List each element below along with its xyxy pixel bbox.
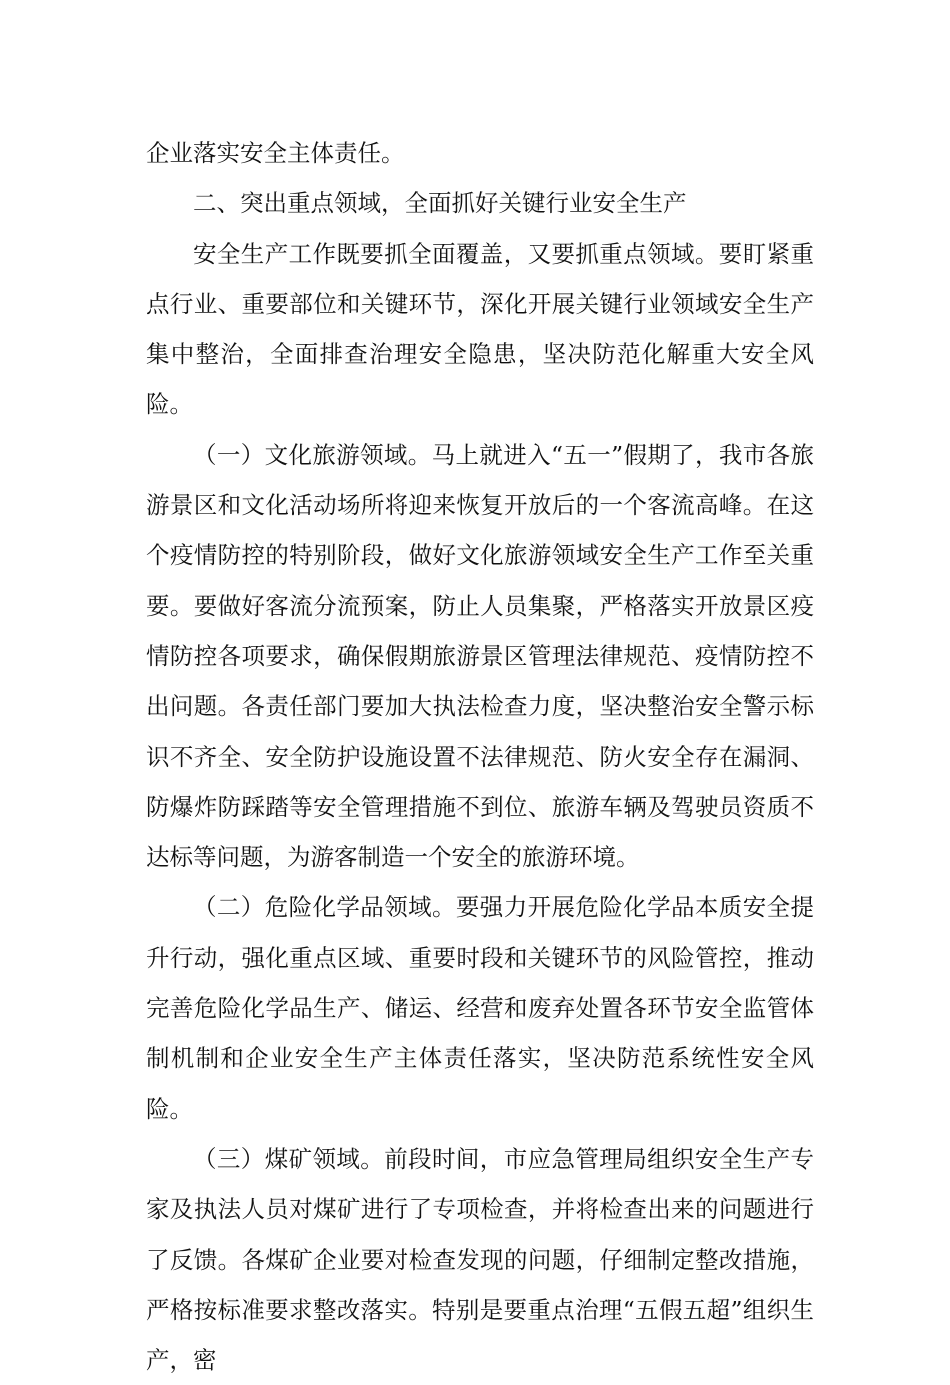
paragraph-culture-tourism: （一）文化旅游领域。马上就进入“五一”假期了，我市各旅游景区和文化活动场所将迎来恢复开放后的一个客流高峰。在这个疫情防控的特别阶段，做好文化旅游领域安全生产工作至关重要。要做好客流分流预案，防止人员集聚，严格落实开放景区疫情防控各项要求，确保假期旅游景区管理法律规范、疫情防控不出问题。各责任部门要加大执法检查力度，坚决整治安全警示标识不齐全、安全防护设施设置不法律规范、防火安全存在漏洞、防爆炸防踩踏等安全管理措施不到位、旅游车辆及驾驶员资质不达标等问题，为游客制造一个安全的旅游环境。: [146, 440, 814, 872]
section-heading: 二、突出重点领域，全面抓好关键行业安全生产: [193, 189, 687, 218]
document-body: [146, 128, 814, 1385]
paragraph-continuation: 企业落实安全主体责任。: [146, 139, 405, 167]
paragraph-coal-mine: （三）煤矿领域。前段时间，市应急管理局组织安全生产专家及执法人员对煤矿进行了专项检查，并将检查出来的问题进行了反馈。各煤矿企业要对检查发现的问题，仔细制定整改措施，严格按标准要求整改落实。特别是要重点治理“五假五超”组织生产，密: [146, 1144, 814, 1375]
paragraph-intro: 安全生产工作既要抓全面覆盖，又要抓重点领域。要盯紧重点行业、重要部位和关键环节，深化开展关键行业领域安全生产集中整治，全面排查治理安全隐患，坚决防范化解重大安全风险。: [146, 239, 814, 419]
paragraph-hazardous-chemicals: （二）危险化学品领域。要强力开展危险化学品本质安全提升行动，强化重点区域、重要时段和关键环节的风险管控，推动完善危险化学品生产、储运、经营和废弃处置各环节安全监管体制机制和企业安全生产主体责任落实，坚决防范系统性安全风险。: [146, 893, 814, 1123]
